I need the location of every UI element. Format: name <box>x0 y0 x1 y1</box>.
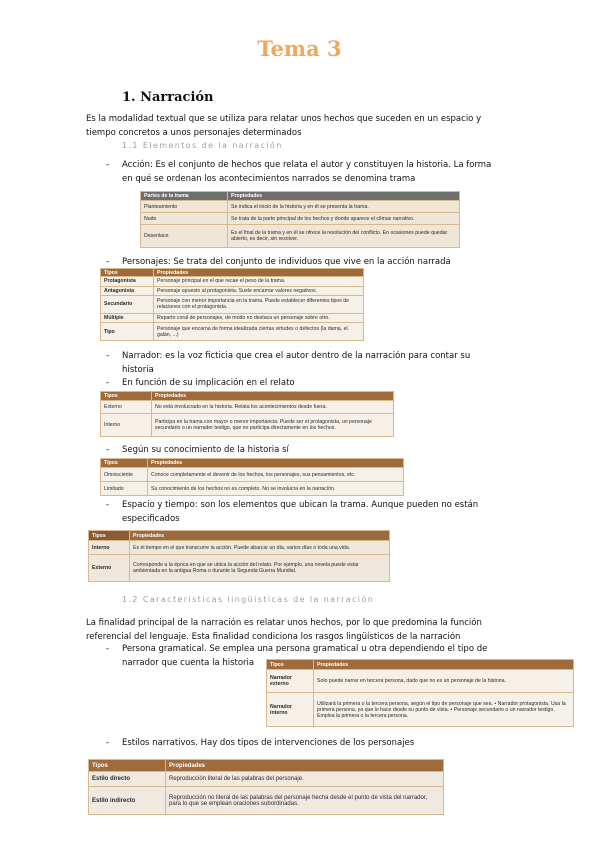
document-title: Tema 3 <box>257 36 342 61</box>
section-heading: 1. Narración <box>122 90 214 105</box>
table-trama-cell: Se trata de la parte principal de los hechos y donde aparece el clímax narrativo. <box>228 213 460 225</box>
table-trama <box>140 191 460 248</box>
table-implicacion-header-2: Propiedades <box>152 392 394 401</box>
intro-paragraph <box>86 113 526 140</box>
table-implicacion-cell: No está involucrado en la historia. Relata los acontecimientos desde fuera. <box>152 401 394 414</box>
table-espacio-cell: Es el tiempo en el que transcurre la acción. Puede abarcar un día, varios días o toda una vida. <box>130 541 390 555</box>
table-personajes-label: Tipo <box>101 323 154 341</box>
bullet-personajes-text: Personajes: Se trata del conjunto de individuos que vive en la acción narrada <box>122 257 451 267</box>
table-trama-header-2: Propiedades <box>228 192 460 201</box>
bullet-conocimiento-text: Según su conocimiento de la historia sí <box>122 445 289 455</box>
bullet-estilos-text: Estilos narrativos. Hay dos tipos de intervenciones de los personajes <box>122 738 415 748</box>
table-personajes-label: Múltiple <box>101 313 154 323</box>
table-implicacion-label: Externo <box>101 401 152 414</box>
table-persona-header-2: Propiedades <box>314 660 574 670</box>
intro-line-1: Es la modalidad textual que se utiliza para relatar unos hechos que suceden en un espacio y <box>86 114 482 124</box>
bullet-personajes: - Personajes: Se trata del conjunto de individuos que vive en la acción narrada <box>106 257 451 267</box>
table-trama-label: Nudo <box>141 213 228 225</box>
table-espacio-label: Externo <box>89 555 130 582</box>
bullet-espacio-line-1: Espacio y tiempo: son los elementos que ubican la trama. Aunque pueden no están <box>122 500 479 510</box>
table-personajes-header-1: Tipos <box>101 269 154 277</box>
table-estilos-cell: Reproducción no literal de las palabras del personaje hecha desde el punto de vista del narrador, para lo que se emplean oraciones subordinadas. <box>166 787 444 815</box>
table-personajes-label: Secundario <box>101 296 154 314</box>
table-espacio-cell: Corresponde a la época en que se ubica la acción del relato. Por ejemplo, una novela puede estar ambientada en la antigua Roma o durante la Segunda Guerra Mundial. <box>130 555 390 582</box>
bullet-implicacion-text: En función de su implicación en el relato <box>122 378 295 388</box>
paragraph-finalidad-line-1: La finalidad principal de la narración es relatar unos hechos, por lo que predomina la función <box>86 618 482 628</box>
table-personajes-label: Protagonista <box>101 277 154 287</box>
bullet-narrador: - Narrador: es la voz ficticia que crea el autor dentro de la narración para contar su historia <box>122 350 522 377</box>
table-persona-header-1: Tipos <box>267 660 314 670</box>
bullet-espacio-line-2: especificados <box>122 513 180 524</box>
table-conocimiento-label: Limitado <box>101 482 148 496</box>
table-trama-label: Desenlace <box>141 225 228 248</box>
table-estilos <box>88 759 444 815</box>
bullet-implicacion: - En función de su implicación en el relato <box>106 378 295 388</box>
table-implicacion-cell: Participa en la trama con mayor o menor importancia. Puede ser el protagonista, un personaje secundario o un narrador testigo, que no participa directamente en los hechos. <box>152 413 394 436</box>
table-personajes-label: Antagonista <box>101 286 154 296</box>
bullet-persona-line-2: narrador que cuenta la historia <box>122 657 255 668</box>
table-persona-cell: Solo puede narrar en tercera persona, dado que no es un personaje de la historia. <box>314 670 574 693</box>
table-estilos-cell: Reproducción literal de las palabras del personaje. <box>166 772 444 787</box>
table-estilos-label: Estilo directo <box>89 772 166 787</box>
bullet-estilos: - Estilos narrativos. Hay dos tipos de intervenciones de los personajes <box>106 738 415 748</box>
table-implicacion-label: Interno <box>101 413 152 436</box>
table-conocimiento-cell: Conoce completamente el devenir de los hechos, los personajes, sus pensamientos, etc. <box>148 468 404 482</box>
table-estilos-label: Estilo indirecto <box>89 787 166 815</box>
table-estilos-header-1: Tipos <box>89 760 166 772</box>
table-persona <box>266 659 574 727</box>
table-personajes <box>100 268 364 341</box>
subsection-1-2: 1.2 Características lingüísticas de la narración <box>122 595 375 604</box>
table-conocimiento-cell: Su conocimiento de los hechos no es completo. No se involucra en la narración. <box>148 482 404 496</box>
table-espacio-header-2: Propiedades <box>130 531 390 541</box>
table-conocimiento-header-2: Propiedades <box>148 459 404 468</box>
table-implicacion-header-1: Tipos <box>101 392 152 401</box>
paragraph-finalidad <box>86 617 526 644</box>
table-trama-cell: Se indica el inicio de la historia y en él se presenta la trama. <box>228 201 460 213</box>
table-persona-label: Narrador externo <box>267 670 314 693</box>
table-espacio-header-1: Tipos <box>89 531 130 541</box>
table-implicacion <box>100 391 394 437</box>
table-espacio <box>88 530 390 582</box>
table-persona-cell: Utilizará la primera o la tercera persona, según el tipo de personaje que sea. • Narrador protagonista. Usa la primera persona, ya que lo hace desde su punto de vista. • Personaje secundario o un narrador testigo. Emplea la primera o la tercera persona. <box>314 693 574 727</box>
table-estilos-header-2: Propiedades <box>166 760 444 772</box>
bullet-persona: - Persona gramatical. Se emplea una persona gramatical u otra dependiendo el tipo de narrador que cuenta la historia <box>122 643 522 670</box>
table-trama-cell: Es el final de la trama y en él se ofrece la resolución del conflicto. En ocasiones puede quedar abierto, es decir, sin resolver. <box>228 225 460 248</box>
paragraph-finalidad-line-2: referencial del lenguaje. Esta finalidad condiciona los rasgos lingüísticos de la narración <box>86 631 461 642</box>
subsection-1-1: 1.1 Elementos de la narración <box>122 141 283 150</box>
bullet-accion-line-1: Acción: Es el conjunto de hechos que relata el autor y constituyen la historia. La forma <box>122 160 492 170</box>
bullet-persona-line-1: Persona gramatical. Se emplea una persona gramatical u otra dependiendo el tipo de <box>122 644 488 654</box>
table-conocimiento-header-1: Tipos <box>101 459 148 468</box>
bullet-accion: - Acción: Es el conjunto de hechos que relata el autor y constituyen la historia. La forma en qué se ordenan los acontecimientos narrados se denomina trama <box>122 159 522 186</box>
table-personajes-cell: Reparto coral de personajes, de modo no destaca un personaje sobre otro. <box>154 313 364 323</box>
table-trama-header-1: Partes de la trama <box>141 192 228 201</box>
bullet-accion-line-2: en qué se ordenan los acontecimientos narrados se denomina trama <box>122 173 416 184</box>
table-persona-label: Narrador interno <box>267 693 314 727</box>
table-personajes-cell: Personaje con menor importancia en la trama. Puede establecer diferentes tipos de relaciones con el protagonista. <box>154 296 364 314</box>
table-trama-label: Planteamiento <box>141 201 228 213</box>
table-conocimiento <box>100 458 404 496</box>
bullet-conocimiento: - Según su conocimiento de la historia sí <box>106 445 289 455</box>
bullet-narrador-line-2: historia <box>122 364 154 375</box>
table-personajes-cell: Personaje opuesto al protagonista. Suele encarnar valores negativos. <box>154 286 364 296</box>
bullet-narrador-line-1: Narrador: es la voz ficticia que crea el autor dentro de la narración para contar su <box>122 351 471 361</box>
table-personajes-cell: Personaje que encarna de forma idealizada ciertas virtudes o defectos (la dama, el galán, ...) <box>154 323 364 341</box>
intro-line-2: tiempo concretos a unos personajes determinados <box>86 127 302 138</box>
bullet-espacio: - Espacio y tiempo: son los elementos que ubican la trama. Aunque pueden no están especificados <box>122 499 522 526</box>
table-personajes-cell: Personaje principal en el que recae el peso de la trama. <box>154 277 364 287</box>
table-conocimiento-label: Omnisciente <box>101 468 148 482</box>
table-espacio-label: Interno <box>89 541 130 555</box>
table-personajes-header-2: Propiedades <box>154 269 364 277</box>
